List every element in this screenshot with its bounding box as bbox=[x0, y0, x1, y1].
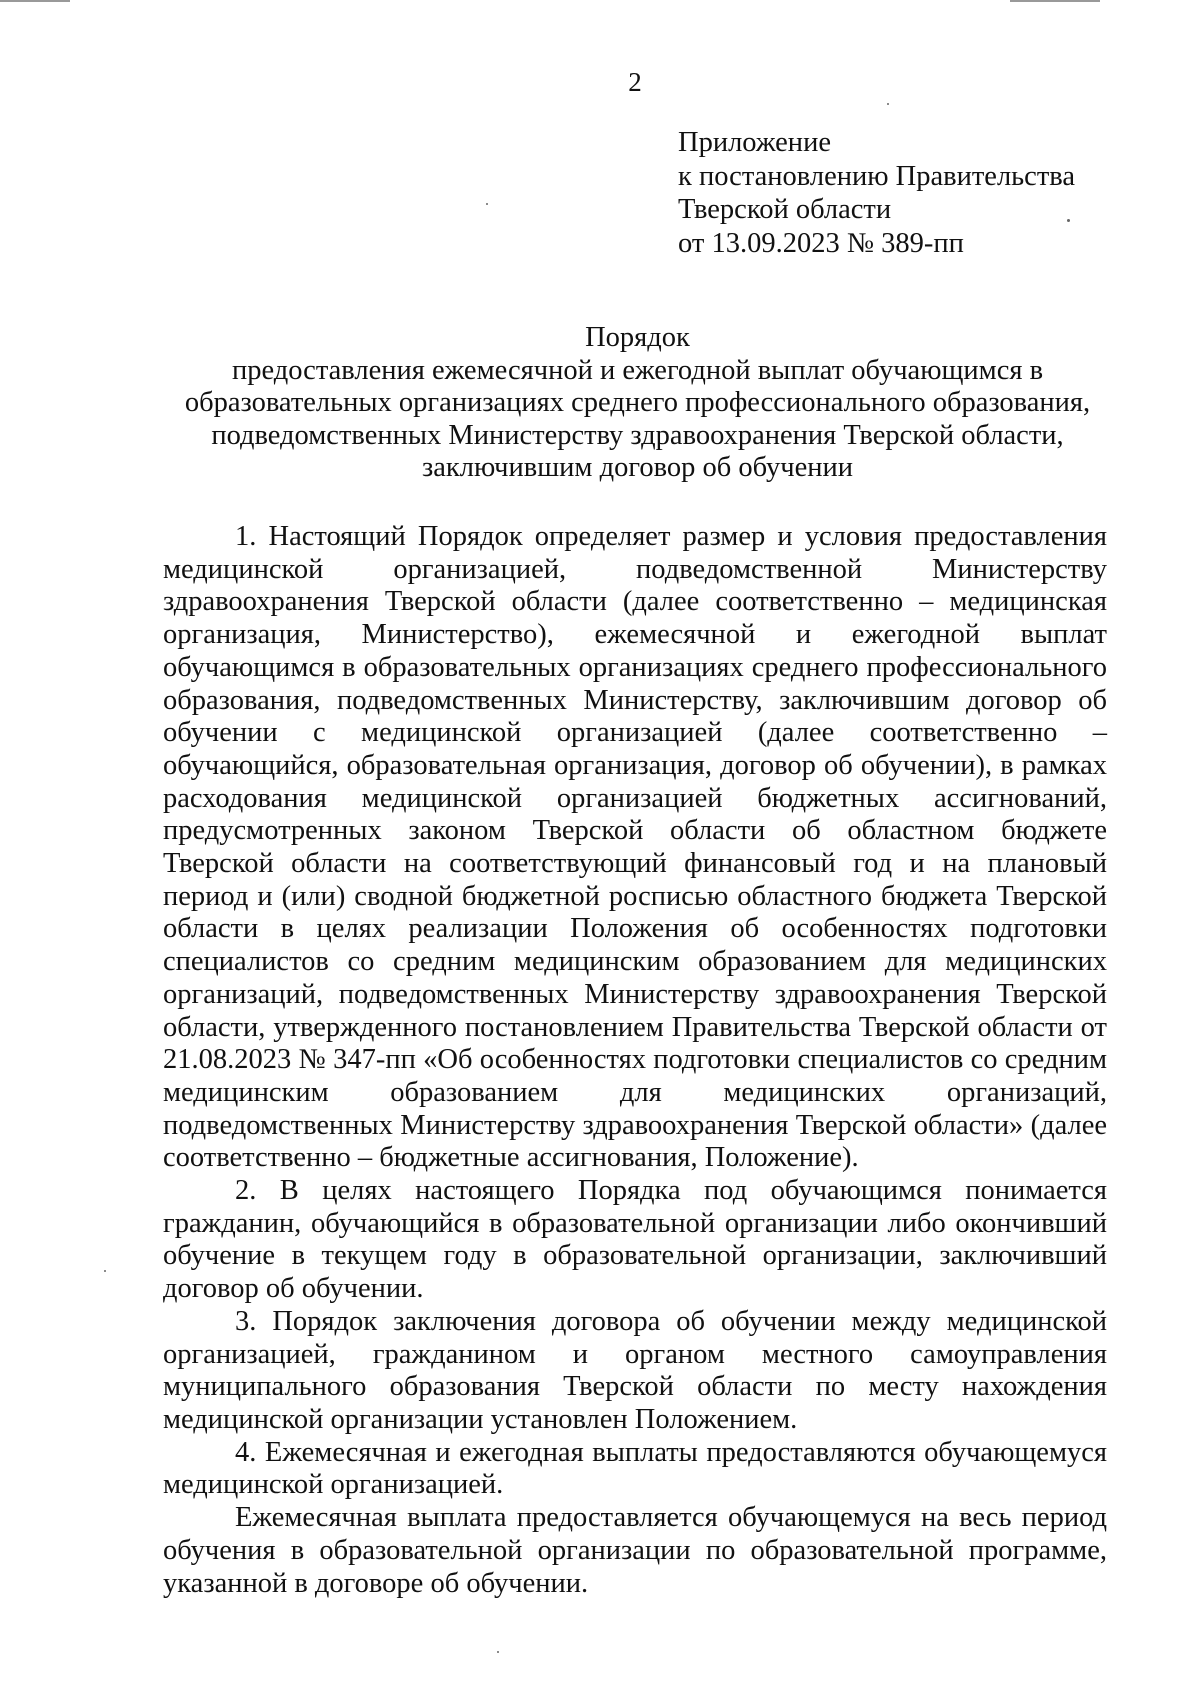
scan-speck bbox=[486, 203, 488, 205]
title-line: заключившим договор об обучении bbox=[422, 452, 853, 483]
scan-speck bbox=[104, 1270, 106, 1272]
appendix-line: к постановлению Правительства bbox=[678, 160, 1076, 192]
scan-speck bbox=[887, 103, 889, 105]
paragraph-3: 3. Порядок заключения договора об обучении между медицинской организацией, гражданином и органом местного самоуправления муниципального образования Тверской области по месту нахождения медицинской организации установлен Положением. bbox=[163, 1305, 1107, 1435]
appendix-line: Приложение bbox=[678, 127, 831, 158]
paragraph-1: 1. Настоящий Порядок определяет размер и условия предоставления медицинской организацией, подведомственной Министерству здравоохранения Тверской области (далее соответственно – медицинская организация, Министерство), ежемесячной и ежегодной выплат обучающимся в образовательных организациях среднего профессионального образования, подведомственных Министерству, заключившим договор об обучении с медицинской организацией (далее соответственно – обучающийся, образовательная организация, договор об обучении), в рамках расходования медицинской организацией бюджетных ассигнований, предусмотренных законом Тверской области об областном бюджете Тверской области на соответствующий финансовый год и на плановый период и (или) сводной бюджетной росписью областного бюджета Тверской области в целях реализации Положения об особенностях подготовки специалистов со средним медицинским образованием для медицинских организаций, подведомственных Министерству здравоохранения Тверской области, утвержденного постановлением Правительства Тверской области от 21.08.2023 № 347-пп «Об особенностях подготовки специалистов со средним медицинским образованием для медицинских организаций, подведомственных Министерству здравоохранения Тверской области» (далее соответственно – бюджетные ассигнования, Положение). bbox=[163, 521, 1107, 1174]
title-heading: Порядок bbox=[585, 322, 690, 353]
title-line: подведомственных Министерству здравоохранения Тверской области, bbox=[211, 419, 1064, 451]
page-number: 2 bbox=[628, 67, 642, 97]
scan-edge-mark bbox=[1010, 0, 1100, 2]
paragraph-2: 2. В целях настоящего Порядка под обучающимся понимается гражданин, обучающийся в образовательной организации либо окончивший обучение в текущем году в образовательной организации, заключивший договор об обучении. bbox=[163, 1175, 1107, 1305]
appendix-block bbox=[678, 126, 1075, 260]
paragraph-4: 4. Ежемесячная и ежегодная выплаты предоставляются обучающемуся медицинской организацией. bbox=[163, 1436, 1107, 1501]
scan-speck bbox=[497, 1651, 499, 1653]
document-title bbox=[160, 322, 1115, 485]
title-line: образовательных организациях среднего профессионального образования, bbox=[184, 387, 1091, 418]
scan-edge-mark bbox=[0, 0, 70, 2]
paragraph-5: Ежемесячная выплата предоставляется обучающемуся на весь период обучения в образовательной организации по образовательной программе, указанной в договоре об обучении. bbox=[163, 1502, 1107, 1599]
appendix-line: Тверской области bbox=[678, 194, 892, 225]
appendix-line: от 13.09.2023 № 389-пп bbox=[678, 227, 964, 259]
document-body bbox=[163, 521, 1107, 1600]
title-line: предоставления ежемесячной и ежегодной выплат обучающимся в bbox=[231, 354, 1044, 386]
